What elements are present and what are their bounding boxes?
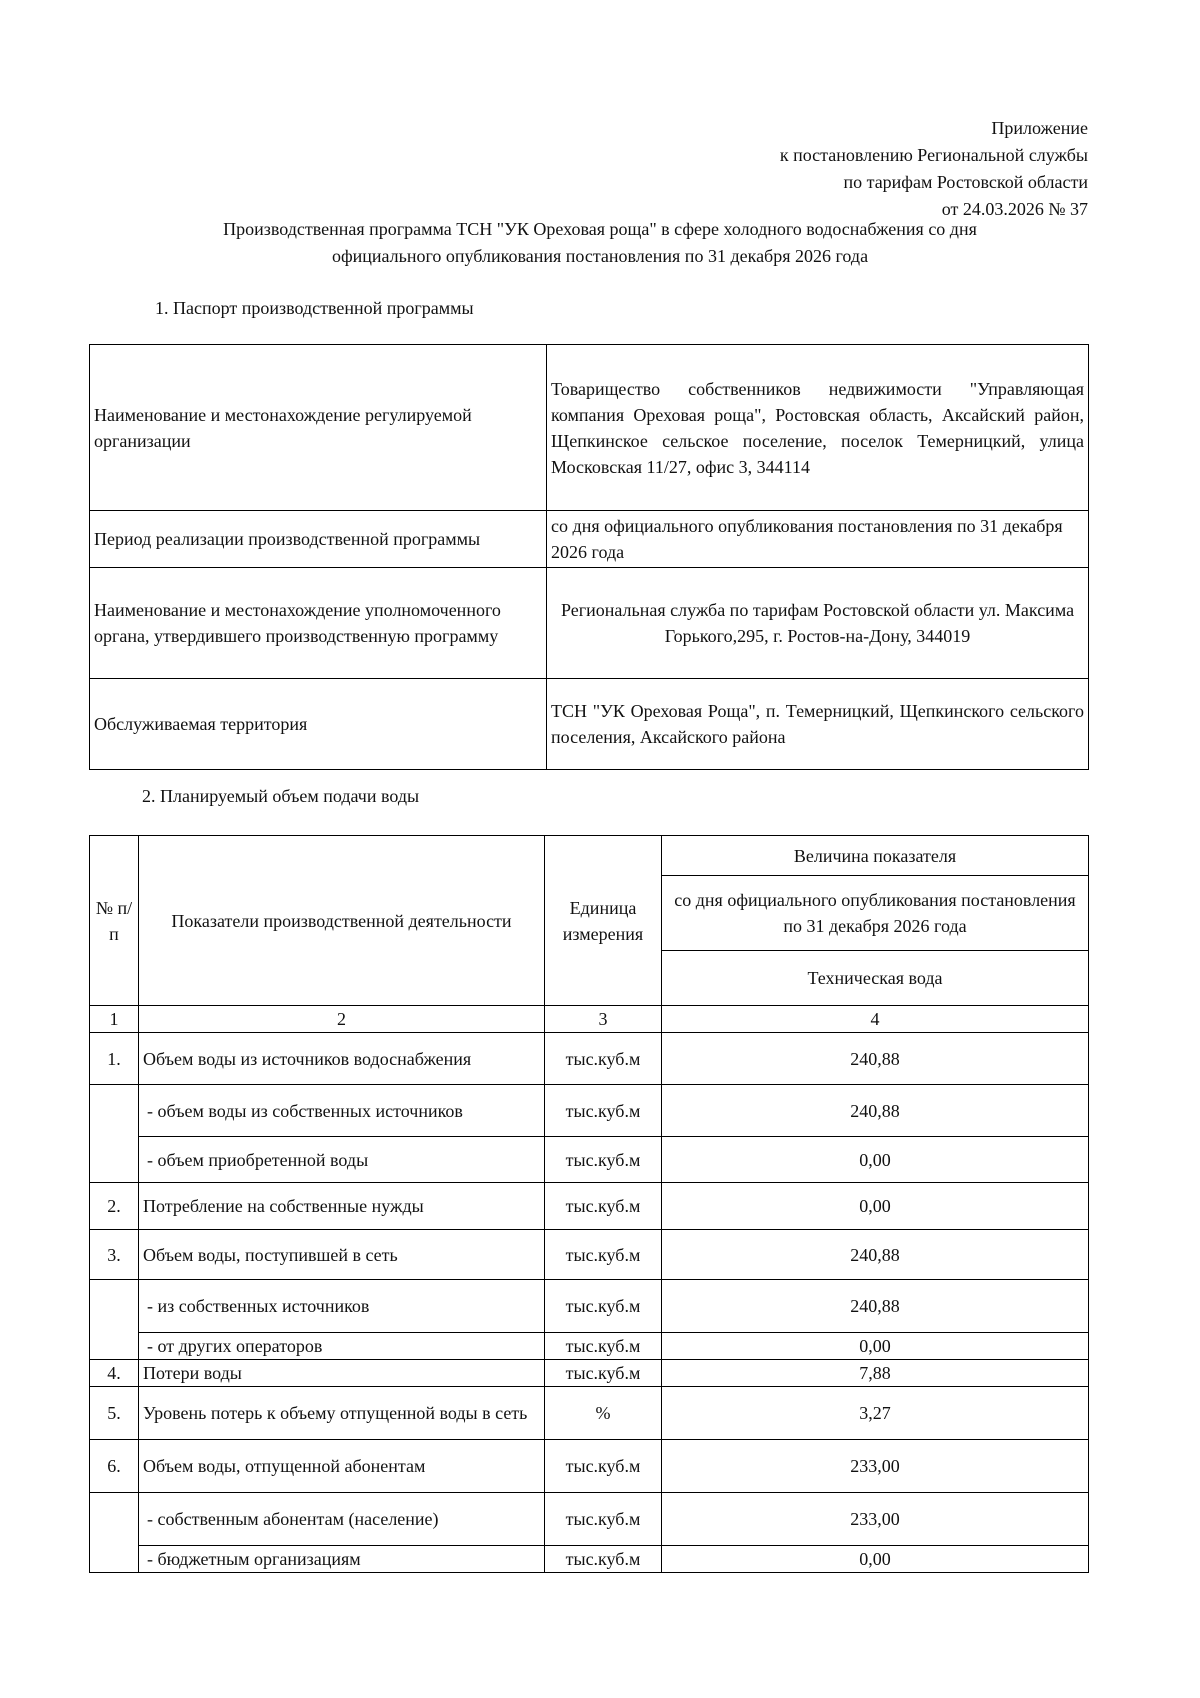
row-num: 2. [90,1183,139,1230]
table-row [90,1440,1089,1493]
section-2-heading: 2. Планируемый объем подачи воды [142,786,420,806]
table-row [90,1137,1089,1183]
row-name: - объем приобретенной воды [139,1137,545,1183]
row-value: 233,00 [662,1440,1089,1493]
table-row [90,1546,1089,1573]
row-num: 3. [90,1230,139,1280]
row-unit: тыс.куб.м [545,1440,662,1493]
header-unit: Единица измерения [545,836,662,1006]
row-unit: тыс.куб.м [545,1546,662,1573]
passport-value: ТСН "УК Ореховая Роща", п. Темерницкий, Щепкинского сельского поселения, Аксайского района [547,679,1089,770]
row-num [90,1493,139,1573]
appendix-line: по тарифам Ростовской области [843,172,1088,192]
row-value: 0,00 [662,1137,1089,1183]
header-value-group: Величина показателя [662,836,1089,876]
row-name: Потери воды [139,1360,545,1387]
header-row [90,836,1089,876]
row-value: 240,88 [662,1230,1089,1280]
appendix-date-number: от 24.03.2026 № 37 [941,199,1088,219]
row-name: Объем воды, отпущенной абонентам [139,1440,545,1493]
table-row [90,568,1089,679]
row-value: 3,27 [662,1387,1089,1440]
row-unit: тыс.куб.м [545,1230,662,1280]
column-number: 4 [662,1006,1089,1033]
title-line: официального опубликования постановления по 31 декабря 2026 года [331,246,869,266]
appendix-line: Приложение [991,118,1088,138]
section-1-heading: 1. Паспорт производственной программы [155,298,474,318]
row-value: 233,00 [662,1493,1089,1546]
table-row [90,679,1089,770]
row-name: Объем воды из источников водоснабжения [139,1033,545,1085]
row-num [90,1280,139,1360]
column-number: 2 [139,1006,545,1033]
row-num [90,1085,139,1183]
row-value: 0,00 [662,1333,1089,1360]
appendix-block [780,115,1088,223]
column-number-row [90,1006,1089,1033]
column-number: 1 [90,1006,139,1033]
row-value: 240,88 [662,1280,1089,1333]
row-unit: тыс.куб.м [545,1280,662,1333]
table-row [90,345,1089,511]
passport-label: Период реализации производственной программы [90,511,547,568]
column-number: 3 [545,1006,662,1033]
table-row [90,1387,1089,1440]
row-num: 4. [90,1360,139,1387]
row-name: Объем воды, поступившей в сеть [139,1230,545,1280]
row-unit: % [545,1387,662,1440]
table-row [90,1333,1089,1360]
row-name: - объем воды из собственных источников [139,1085,545,1137]
row-name: - бюджетным организациям [139,1546,545,1573]
table-row [90,1033,1089,1085]
table-row [90,1085,1089,1137]
row-unit: тыс.куб.м [545,1033,662,1085]
row-name: Потребление на собственные нужды [139,1183,545,1230]
header-water-type: Техническая вода [662,951,1089,1006]
row-num: 5. [90,1387,139,1440]
passport-value: Товарищество собственников недвижимости "Управляющая компания Ореховая роща", Ростовская область, Аксайский район, Щепкинское сельское поселение, поселок Темерницкий, улица Московская 11/27, офис 3, 344114 [547,345,1089,511]
passport-label: Наименование и местонахождение регулируемой организации [90,345,547,511]
row-value: 0,00 [662,1183,1089,1230]
passport-label: Наименование и местонахождение уполномоченного органа, утвердившего производственную программу [90,568,547,679]
row-num: 6. [90,1440,139,1493]
table-row [90,511,1089,568]
document-title [120,216,1080,270]
header-indicators: Показатели производственной деятельности [139,836,545,1006]
row-value: 7,88 [662,1360,1089,1387]
table-row [90,1493,1089,1546]
table-row [90,1280,1089,1333]
table-row [90,1230,1089,1280]
header-period: со дня официального опубликования постановления по 31 декабря 2026 года [662,876,1089,951]
row-unit: тыс.куб.м [545,1360,662,1387]
row-value: 0,00 [662,1546,1089,1573]
row-unit: тыс.куб.м [545,1493,662,1546]
table-row [90,1183,1089,1230]
passport-table [89,344,1089,770]
appendix-line: к постановлению Региональной службы [779,145,1088,165]
row-name: Уровень потерь к объему отпущенной воды в сеть [139,1387,545,1440]
row-unit: тыс.куб.м [545,1333,662,1360]
row-name: - собственным абонентам (население) [139,1493,545,1546]
row-unit: тыс.куб.м [545,1137,662,1183]
water-volume-table [89,835,1089,1573]
row-name: - от других операторов [139,1333,545,1360]
header-num: № п/п [90,836,139,1006]
row-value: 240,88 [662,1033,1089,1085]
passport-value: Региональная служба по тарифам Ростовской области ул. Максима Горького,295, г. Ростов-на-Дону, 344019 [547,568,1089,679]
passport-value: со дня официального опубликования постановления по 31 декабря 2026 года [547,511,1089,568]
row-unit: тыс.куб.м [545,1183,662,1230]
row-value: 240,88 [662,1085,1089,1137]
row-name: - из собственных источников [139,1280,545,1333]
row-unit: тыс.куб.м [545,1085,662,1137]
row-num: 1. [90,1033,139,1085]
table-row [90,1360,1089,1387]
passport-label: Обслуживаемая территория [90,679,547,770]
title-line: Производственная программа ТСН "УК Ореховая роща" в сфере холодного водоснабжения со дня [223,219,977,239]
